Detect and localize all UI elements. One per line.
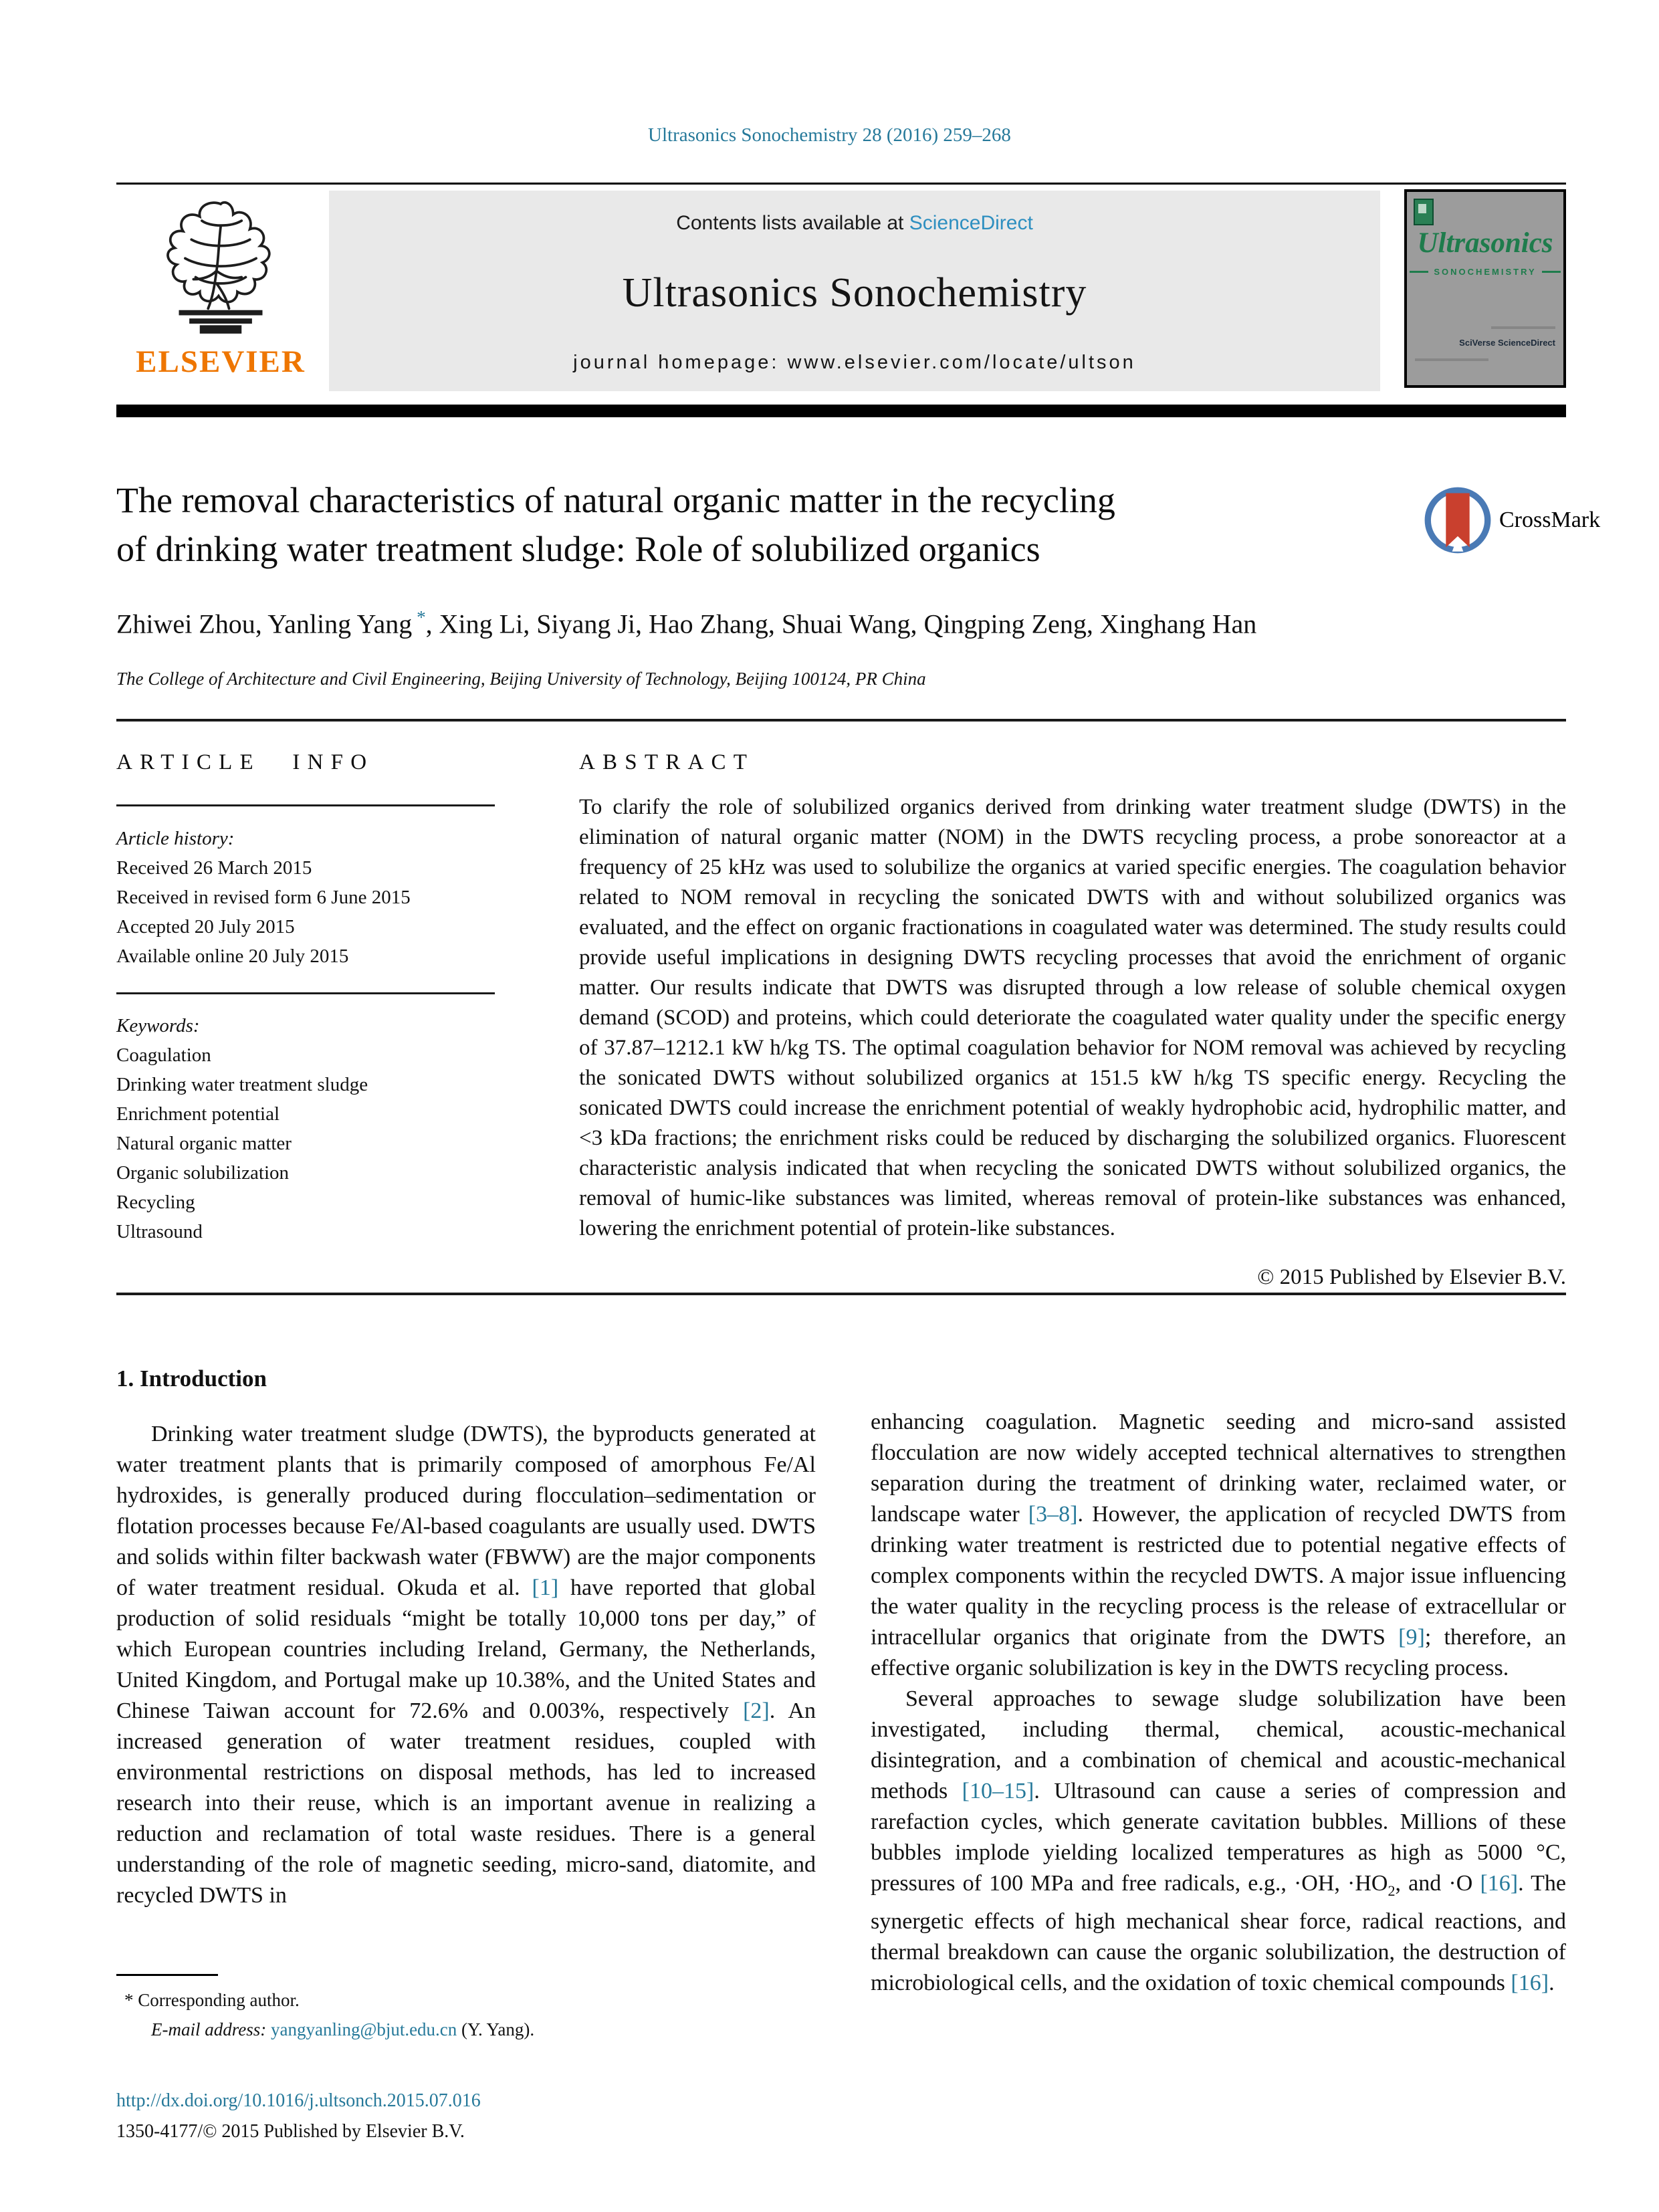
citation-link[interactable]: [3–8] bbox=[1028, 1502, 1078, 1527]
contents-prefix: Contents lists available at bbox=[676, 212, 909, 234]
email-footnote: E-mail address: yangyanling@bjut.edu.cn (Y. Yang). bbox=[151, 2019, 535, 2039]
citation-link[interactable]: yangyanling@bjut.edu.cn bbox=[270, 2019, 457, 2039]
section-heading-introduction: 1. Introduction bbox=[116, 1365, 267, 1392]
elsevier-logo[interactable] bbox=[116, 195, 325, 396]
elsevier-tree-icon bbox=[137, 195, 304, 342]
affiliation: The College of Architecture and Civil Engineering, Beijing University of Technology, Beijing 100124, PR China bbox=[116, 669, 926, 689]
cover-publisher-logo-mark bbox=[1418, 204, 1426, 213]
intro-right-column bbox=[871, 1407, 1566, 1999]
article-info-rule1 bbox=[116, 804, 495, 806]
cover-journal-subtitle bbox=[1407, 267, 1563, 277]
keywords-label: Keywords: bbox=[116, 1015, 200, 1036]
intro-paragraph-1-continued: enhancing coagulation. Magnetic seeding and micro-sand assisted flocculation are now widely accepted technical alternatives to strengthen separation during the treatment of drinking water, reclaimed water, or landscape water [3–8]. However, the application of recycled DWTS from drinking water treatment is restricted due to potential negative effects of complex components within the recycled DWTS. A major issue influencing the water quality in the recycling process is the release of extracellular or intracellular organics that originate from the DWTS [9]; therefore, an effective organic solubilization is key in the DWTS recycling process. bbox=[871, 1410, 1567, 1680]
cover-subtitle-rule-right bbox=[1542, 271, 1561, 273]
intro-left-column bbox=[116, 1419, 816, 1911]
citation-link[interactable]: [1] bbox=[532, 1575, 559, 1600]
corresponding-author-note: * Corresponding author. bbox=[124, 1990, 300, 2010]
journal-cover-thumbnail[interactable] bbox=[1404, 189, 1566, 388]
keyword-item: Natural organic matter bbox=[116, 1133, 292, 1154]
elsevier-wordmark: ELSEVIER bbox=[136, 344, 306, 379]
homepage-prefix: journal homepage: bbox=[573, 352, 788, 373]
keyword-item: Organic solubilization bbox=[116, 1162, 289, 1184]
author-list: Zhiwei Zhou, Yanling Yang *, Xing Li, Siyang Ji, Hao Zhang, Shuai Wang, Qingping Zeng, Xinghang Han bbox=[116, 607, 1257, 639]
abstract-copyright: © 2015 Published by Elsevier B.V. bbox=[1257, 1265, 1566, 1289]
contents-line bbox=[329, 212, 1380, 235]
article-history-label: Article history: bbox=[116, 828, 235, 849]
journal-header-box bbox=[329, 191, 1380, 391]
keywords-block bbox=[116, 1011, 544, 1246]
article-title bbox=[116, 476, 1387, 574]
issn-copyright-line: 1350-4177/© 2015 Published by Elsevier B.V. bbox=[116, 2121, 465, 2142]
keyword-item: Enrichment potential bbox=[116, 1103, 280, 1125]
article-history bbox=[116, 824, 544, 971]
header-top-rule bbox=[116, 183, 1566, 185]
journal-title: Ultrasonics Sonochemistry bbox=[622, 270, 1087, 316]
cover-subtitle-text: SONOCHEMISTRY bbox=[1434, 267, 1537, 277]
abstract-text: To clarify the role of solubilized organics derived from drinking water treatment sludge (DWTS) in the elimination of natural organic matter (NOM) in the DWTS recycling process, a probe sonoreactor at a frequency of 25 kHz was used to solubilize the organics at varied specific energies. The coagulation behavior related to NOM removal in recycling the sonicated DWTS with and without solubilized organics was evaluated, and the effect on organic fractionations in coagulated water was determined. The study results could provide useful implications in designing DWTS recycling processes that avoid the enrichment of organic matter. Our results indicate that DWTS was disrupted through a low release of soluble chemical oxygen demand (SCOD) and proteins, which could deteriorate the coagulated water quality under the specific energy of 37.87–1212.1 kW h/kg TS. The optimal coagulation behavior for NOM removal was achieved by recycling the sonicated DWTS without solubilized organics at 151.5 kW h/kg TS specific energy. Recycling the sonicated DWTS could increase the enrichment potential of weakly hydrophobic acid, hydrophilic matter, and <3 kDa fractions; the enrichment risks could be reduced by discharging the solubilized organics. Fluorescent characteristic analysis indicated that when recycling the sonicated DWTS without solubilized organics, the removal of humic-like substances was limited, whereas removal of protein-like substances was enhanced, lowering the enrichment potential of protein-like substances. bbox=[579, 795, 1566, 1240]
footnote-rule bbox=[116, 1974, 218, 1976]
crossmark-badge[interactable] bbox=[1423, 485, 1600, 555]
sciencedirect-link[interactable]: ScienceDirect bbox=[909, 212, 1033, 234]
cover-publisher-logo bbox=[1414, 199, 1434, 225]
cover-journal-script-title: Ultrasonics bbox=[1417, 227, 1553, 259]
info-section-top-rule bbox=[116, 719, 1566, 722]
intro-paragraph-1: Drinking water treatment sludge (DWTS), the byproducts generated at water treatment plants that is primarily composed of amorphous Fe/Al hydroxides, is generally produced during flocculation–sedimentation or flotation processes because Fe/Al-based coagulants are usually used. DWTS and solids within filter backwash water (FBWW) are the major components of water treatment residual. Okuda et al. [1] have reported that global production of solid residuals “might be totally 10,000 tons per day,” of which European countries including Ireland, Germany, the Netherlands, United Kingdom, and Portugal make up 10.38%, and the United States and Chinese Taiwan account for 72.6% and 0.003%, respectively [2]. An increased generation of water treatment residues, coupled with environmental restrictions on disposal methods, has led to increased research into their reuse, which is an important avenue in realizing a reduction and reclamation of total waste residues. There is a general understanding of the role of magnetic seeding, micro-sand, diatomite, and recycled DWTS in bbox=[116, 1422, 816, 1908]
doi-link[interactable]: http://dx.doi.org/10.1016/j.ultsonch.2015.07.016 bbox=[116, 2090, 481, 2111]
cover-sciverse-brand: SciVerse ScienceDirect bbox=[1459, 338, 1555, 348]
citation-link[interactable]: [16] bbox=[1480, 1871, 1519, 1896]
keyword-item: Drinking water treatment sludge bbox=[116, 1074, 368, 1095]
abstract-heading: ABSTRACT bbox=[579, 750, 755, 774]
crossmark-label: CrossMark bbox=[1499, 508, 1601, 532]
citation-link[interactable]: [10–15] bbox=[962, 1779, 1034, 1803]
cover-fine-print-line bbox=[1491, 326, 1555, 329]
cover-subtitle-rule-left bbox=[1410, 271, 1428, 273]
citation-link[interactable]: [16] bbox=[1511, 1970, 1549, 1995]
keyword-item: Ultrasound bbox=[116, 1221, 203, 1242]
citation-link[interactable]: [2] bbox=[743, 1698, 770, 1723]
article-title-line1: The removal characteristics of natural organic matter in the recycling bbox=[116, 480, 1115, 520]
article-title-line2: of drinking water treatment sludge: Role of solubilized organics bbox=[116, 529, 1040, 569]
intro-paragraph-2: Several approaches to sewage sludge solubilization have been investigated, including thermal, chemical, acoustic-mechanical disintegration, and a combination of chemical and acoustic-mechanical methods [10–15]. Ultrasound can cause a series of compression and rarefaction cycles, which generate cavitation bubbles. Millions of these bubbles implode yielding localized temperatures as high as 5000 °C, pressures of 100 MPa and free radicals, e.g., ·OH, $\cdot HO_2$, and ·O [16]. The synergetic effects of high mechanical shear force, radical reactions, and thermal breakdown can cause the organic solubilization, the destruction of microbiological cells, and the oxidation of toxic chemical compounds [16]. bbox=[871, 1686, 1567, 1995]
article-info-rule2 bbox=[116, 992, 495, 994]
cover-fine-print-line2 bbox=[1415, 358, 1488, 361]
history-revised: Received in revised form 6 June 2015 bbox=[116, 887, 411, 908]
homepage-url-link[interactable]: www.elsevier.com/locate/ultson bbox=[787, 352, 1136, 373]
journal-citation: Ultrasonics Sonochemistry 28 (2016) 259–268 bbox=[648, 124, 1011, 146]
info-section-bottom-rule bbox=[116, 1293, 1566, 1295]
history-online: Available online 20 July 2015 bbox=[116, 946, 349, 967]
crossmark-icon bbox=[1423, 485, 1492, 555]
abstract-body bbox=[579, 792, 1566, 1293]
article-info-heading: ARTICLE INFO bbox=[116, 750, 374, 774]
history-received: Received 26 March 2015 bbox=[116, 857, 312, 879]
citation-link[interactable]: [9] bbox=[1398, 1625, 1425, 1650]
header-black-bar bbox=[116, 405, 1566, 417]
journal-homepage-line bbox=[329, 352, 1380, 374]
history-accepted: Accepted 20 July 2015 bbox=[116, 916, 295, 937]
keyword-item: Coagulation bbox=[116, 1044, 211, 1066]
keyword-item: Recycling bbox=[116, 1192, 195, 1213]
